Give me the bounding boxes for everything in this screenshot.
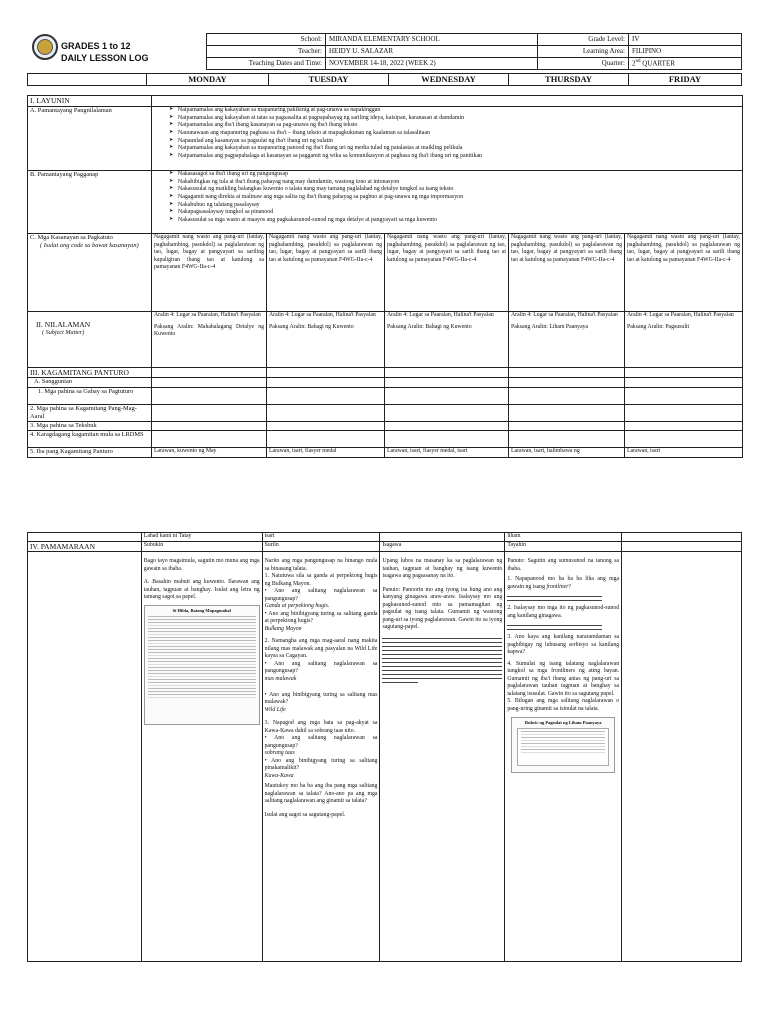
teacher-label: Teacher:	[207, 46, 326, 58]
pamantayang-pagganap-cell	[152, 171, 743, 234]
story-worksheet-image	[144, 605, 260, 725]
learning-area-value: FILIPINO	[629, 46, 742, 58]
col-subukin: Subukin	[141, 542, 262, 552]
kasanayan-wednesday: Nagagamit nang wasto ang pang-uri (lantay, paghahambing, pasukdol) sa paglalarawan ng tao, lugar, bagay at pangyayari sa sarili ibang tao at katulong sa pamayanan F4WG-IIa-c-4	[385, 234, 509, 312]
iba-pang-friday: Larawan, tsart	[625, 448, 743, 458]
grade-level-label: Grade Level:	[538, 34, 629, 46]
title-line-1: GRADES 1 to 12	[61, 41, 131, 51]
iba-pang-kagamitan-label: 5. Iba pang Kagamitang Panturo	[28, 448, 152, 458]
day-thursday: THURSDAY	[509, 74, 629, 86]
learning-area-label: Learning Area:	[538, 46, 629, 58]
school-value: MIRANDA ELEMENTARY SCHOOL	[326, 34, 538, 46]
cont-thursday: liham	[505, 533, 622, 542]
list-item: ➤ Naipamamalas ang kakayahan at tatas sa pagsasalita at pagpapahayag ng sariling ideya, kaisipan, karanasan at damdamin	[178, 115, 740, 123]
kasanayan-sublabel: ( Isulat ang code sa bawat kasanayan)	[40, 242, 139, 249]
teacher-value: HEIDY U. SALAZAR	[326, 46, 538, 58]
day-wednesday: WEDNESDAY	[389, 74, 509, 86]
friday-cell	[622, 552, 742, 962]
iba-pang-wednesday: Larawan, tsart, flasyer medal, tsart	[385, 448, 509, 458]
tayahin-cell: Panuto: Sagutin ang sumusunod na tanong sa ibaba. 1. Napapanood mo ba ba ba liha ang mga gawain ng isang frontliner? 2. Isalaysay mo mga ito ng pagkasunod-sunod ang kanilang ginagawa. 3. Ano kaya ang kanilang nararamdaman sa pagbibigay ng lubusang serbisyo sa kanilang kapwa? 4. Sumulat ng isang talatang naglalarawan tungkol sa mga frontliners ng ating bayan. Gumamit ng iba't ibang antas ng pang-uri sa paglalarawan tauhan tagpuan at banghay sa talatang isusulat. Gawin ito sa sagutang papel. 5. Bilugan ang mga salitang naglalarawan o pang-uring ginamit sa isinulat na talata. Rubric ng Pagsulat ng Liham Paanyaya	[505, 552, 622, 962]
kagamitan-heading: III. KAGAMITANG PANTURO	[28, 368, 152, 378]
lrdms-label: 4. Karagdagang kagamitan mula sa LRDMS	[28, 431, 152, 448]
nilalaman-sublabel: ( Subject Matter)	[42, 329, 85, 336]
rubric-title: Rubric ng Pagsulat ng Liham Paanyaya	[524, 719, 602, 725]
nilalaman-friday: Aralin 4: Lugar sa Paaralan, Halina't Pasyalan Paksang Aralin: Pagsusulit	[625, 312, 743, 368]
cont-wednesday	[380, 533, 505, 542]
cont-friday	[622, 533, 742, 542]
sanggunian-label: A. Sanggunian	[28, 378, 152, 388]
days-corner-cell	[28, 74, 147, 86]
list-item: ➤ Nakasusulat ng maikling balangkas kuwento o talata nang may tamang paglalahad ng detalye tungkol sa isang teksto	[178, 186, 740, 194]
col-tayahin: Tayahin	[505, 542, 622, 552]
gabay-label: 1. Mga pahina sa Gabay sa Pagtuturo	[28, 388, 152, 405]
quarter-label: Quarter:	[538, 58, 629, 70]
header-info-table	[206, 33, 742, 70]
nilalaman-label-cell	[28, 312, 152, 368]
nilalaman-tuesday: Aralin 4: Lugar sa Paaralan, Halina't Pasyalan Paksang Aralin: Bahagi ng Kuwento	[267, 312, 385, 368]
quarter-value: 2nd QUARTER	[629, 58, 742, 70]
col-suriin: Suriin	[262, 542, 380, 552]
list-item: ➤ Naipamamalas ang kakayahan sa mapanuring pakikinig at pag-unawa sa napakinggan	[178, 107, 740, 115]
pangnilalaman-list	[154, 107, 740, 161]
teaching-dates-label: Teaching Dates and Time:	[207, 58, 326, 70]
pamantayang-pangnilalaman-cell	[152, 107, 743, 171]
kasanayan-thursday: Nagagamit nang wasto ang pang-uri (lantay, paghahambing, pasukdol) sa paglalarawan ng tao, lugar, bagay at pangyayari sa sarili ibang tao at katulong sa pamayanan F4WG-IIa-c-4	[509, 234, 625, 312]
pamamaraan-blank	[28, 552, 142, 962]
title-block	[61, 40, 149, 64]
col-friday	[622, 542, 742, 552]
pamamaraan-heading: IV. PAMAMARAAN	[28, 542, 142, 552]
answer-lines	[382, 638, 502, 683]
rubric-image	[511, 717, 615, 773]
isagawa-cell: Upang lubos na masanay ka sa paglalarawan ng tauhan, tagpuan at banghay ng isang kuwento isagawa ang pagsasanay na ito. Panuto: Panoorin mo ang iyong isa hung ano ang kanyang ginagawa araw-araw. Isalaysay mo ang pagkasunod-sunod nito sa pamamagitan ng pagsulat ng isang talata. Gumamit ng wastong pang-uri sa iyong paglalarawan. Gawin ito sa iyong sagutang-papel.	[380, 552, 505, 962]
day-tuesday: TUESDAY	[269, 74, 389, 86]
dll-main-table	[27, 95, 743, 458]
list-item: ➤ Nagagamit nang direkta at malinaw ang mga salita ng iba't ibang pahayag sa pagbuo at pag-unawa ng mga impormasyon	[178, 194, 740, 202]
grade-level-value: IV	[629, 34, 742, 46]
list-item: ➤ Napaunlad ang kasanayan sa pagsulat ng iba't ibang uri ng sulatin	[178, 138, 740, 146]
list-item: ➤ Naipamamalas ang iba't ibang kasanayan sa pag-unawa ng iba't ibang teksto	[178, 122, 740, 130]
pamantayang-pangnilalaman-label: A. Pamantayang Pangnilalaman	[28, 107, 152, 171]
cont-monday: Lahad kami ni Tatay	[141, 533, 262, 542]
nilalaman-label: II. NILALAMAN	[36, 320, 91, 329]
cont-tuesday: tsart	[262, 533, 380, 542]
layunin-heading-span	[152, 96, 743, 107]
list-item: ➤ Naipamamalas ang kakayahan sa mapanuring panood ng iba't ibang uri ng media tulad ng patalastas at maikling pelikula	[178, 145, 740, 153]
dll-page2-table	[27, 532, 742, 962]
kasanayan-monday: Nagagamit nang wasto ang pang-uri (lantay, paghahambing, pasukdol) sa paglalarawan ng tao, lugar, bagay at pangyayari sa sariling kapaligiran ibang tao at katulong sa pamayanan F4WG-IIa-c-4	[152, 234, 267, 312]
col-isagawa: Isagawa	[380, 542, 505, 552]
tayahin-q1: 1. Napapanood mo ba ba ba liha ang mga gawain ng isang frontliner?	[507, 576, 620, 590]
title-line-2: DAILY LESSON LOG	[61, 53, 149, 63]
day-monday: MONDAY	[147, 74, 269, 86]
nilalaman-monday: Aralin 4: Lugar sa Paaralan, Halina't Pasyalan Paksang Aralin: Mahahalagang Detalye ng Kuwento	[152, 312, 267, 368]
subukin-instruction: A. Basahin mabuti ang kuwento. Ilarawan ang tauhan, tagpuan at banghay. Isulat ang letra ng tamang sagot sa papel.	[143, 579, 260, 601]
list-item: ➤ Nakabubuo ng talatang pasalaysay	[178, 202, 740, 210]
subukin-intro: Bago tayo magsimula, sagutin mo muna ang mga gawain sa ibaba.	[143, 558, 260, 572]
pamantayang-pagganap-label: B. Pamantayang Pagganap	[28, 171, 152, 234]
list-item: ➤ Nauunawaan ang mapanuring pagbasa sa iba't – ibang teksto at mapagkukunan ng kaalaman sa talasalitaan	[178, 130, 740, 138]
nilalaman-thursday: Aralin 4: Lugar sa Paaralan, Halina't Pasyalan Paksang Aralin: Liham Paanyaya	[509, 312, 625, 368]
iba-pang-thursday: Larawan, tsart, halimbawa ng	[509, 448, 625, 458]
story-worksheet-title: Si Hilda, Batang Mapagmahal	[172, 607, 231, 613]
day-friday: FRIDAY	[629, 74, 742, 86]
kasanayan-friday: Nagagamit nang wasto ang pang-uri (lantay, paghahambing, pasukdol) sa paglalarawan ng tao, lugar, bagay at pangyayari sa sarili ibang tao at katulong sa pamayanan F4WG-IIa-c-4	[625, 234, 743, 312]
kagamitang-pang-mag-aaral-label: 2. Mga pahina sa Kagamitang Pang-Mag-Aaral	[28, 405, 152, 422]
pagganap-list	[154, 171, 740, 225]
kasanayan-label: C. Mga Kasanayan sa Pagkatuto	[30, 234, 113, 241]
nilalaman-wednesday: Aralin 4: Lugar sa Paaralan, Halina't Pasyalan Paksang Aralin: Bahagi ng Kuwento	[385, 312, 509, 368]
suriin-cell: Narito ang mga pangungusap na hinango mula sa binasang talata. 1. Natutuwa sila sa ganda at perpektong hugis ng Bulkang Mayon. • Ano ang salitang naglalarawan sa pangungusap? Ganda at perpektong hugis. • Ano ang binibigyang turing sa salitang ganda at perpektong hugis? Bulkang Mayon 2. Namangha ang mga mag-aaral nang makita nilang mas malawak ang pasyalan na Wild Life kaysa sa Cagayan. • Ano ang salitang naglalarawan sa pangungusap? mas malawak • Ano ang binibigyang turing sa salitang mas malawak? Wild Life 3. Napagod ang mga bata sa pag-akyat sa Kawa-Kawa dahil sa sobrang taas nito. • Ano ang salitang naglalarawan sa pangungusap? sobrang taas • Ano ang binibigyang turing sa salitang pinakamalikit? Kawa-Kawa Mautukoy mo ba ba ang iba pang mga salitang naglalarawan sa talata? Ano-ano pa ang mga salitang naglalarawan ang ginamit sa talata? Isulat ang sagot sa sagutang-papel.	[262, 552, 380, 962]
iba-pang-tuesday: Larawan, tsart, flasyer medal	[267, 448, 385, 458]
deped-seal-logo	[32, 34, 58, 60]
school-label: School:	[207, 34, 326, 46]
list-item: ➤ Nakapagsasalaysay tungkol sa pinanood	[178, 209, 740, 217]
days-header-row	[27, 73, 742, 86]
kasanayan-tuesday: Nagagamit nang wasto ang pang-uri (lantay, paghahambing, pasukdol) sa paglalarawan ng tao, lugar, bagay at pangyayari sa sarili ibang tao at katulong sa pamayanan F4WG-IIa-c-4	[267, 234, 385, 312]
teaching-dates-value: NOVEMBER 14-18, 2022 (WEEK 2)	[326, 58, 538, 70]
kasanayan-label-cell	[28, 234, 152, 312]
list-item: ➤ Naipamamalas ang pagpapahalaga at kasanayan sa paggamit ng wika sa komunikasyon at pagbasa ng iba't ibang uri ng panitikan	[178, 153, 740, 161]
iba-pang-monday: Larawan, kuwento ng May	[152, 448, 267, 458]
list-item: ➤ Nakasasagot sa iba't ibang uri ng pangungusap	[178, 171, 740, 179]
list-item: ➤ Nakasusulat sa mga wasto at maayos ang pagkakasunod-sunod ng mga detalye at pangyayari sa mga kuwento	[178, 217, 740, 225]
layunin-heading: I. LAYUNIN	[28, 96, 152, 107]
teksbuk-label: 3. Mga pahina sa Teksbuk	[28, 422, 152, 431]
list-item: ➤ Nakabibigkas ng tula at iba't ibang pahayag nang may damdamin, wastong tono at intonasyon	[178, 179, 740, 187]
subukin-cell	[141, 552, 262, 962]
